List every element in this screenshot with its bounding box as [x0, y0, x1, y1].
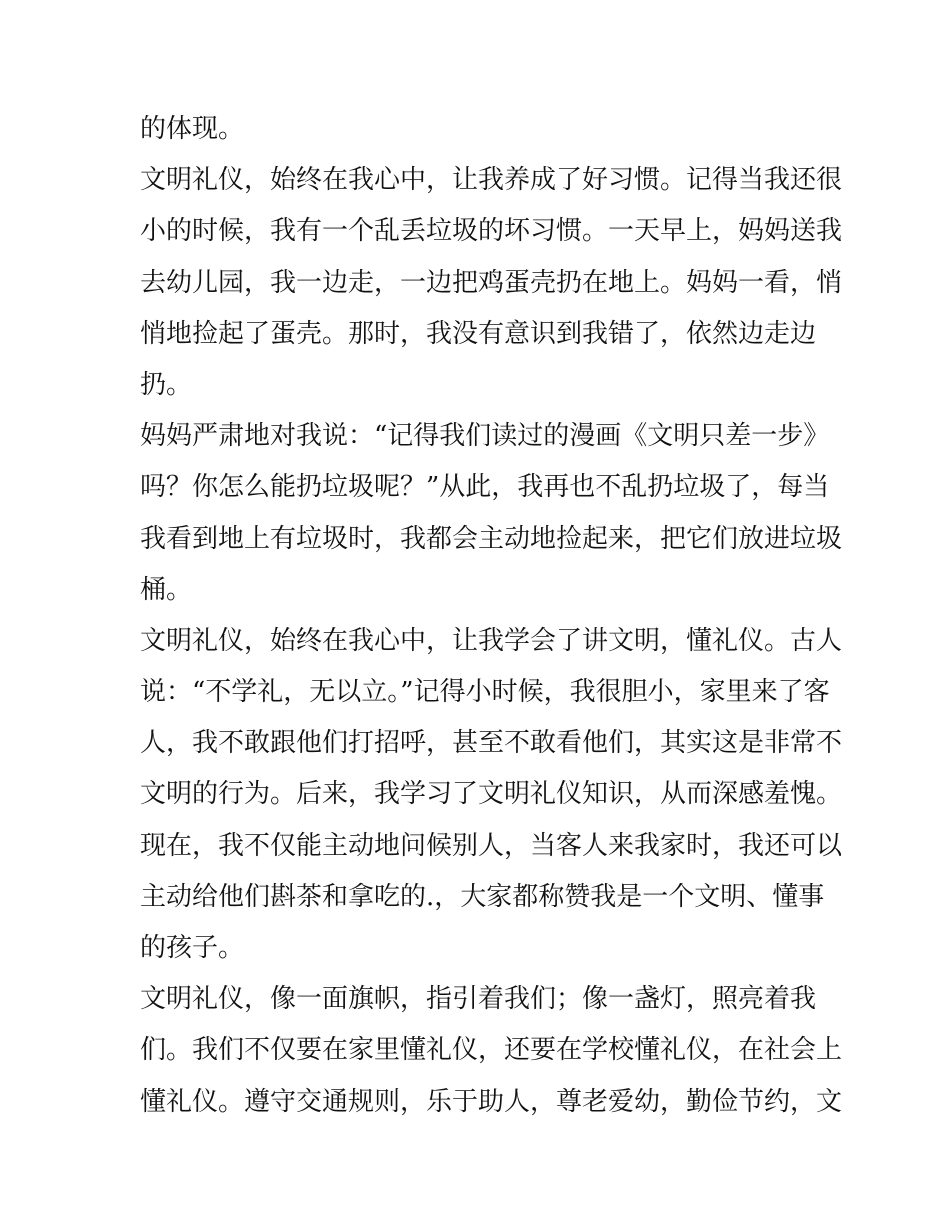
text-line-5: 悄地捡起了蛋壳。那时，我没有意识到我错了，依然边走边 — [140, 318, 817, 349]
document-body — [140, 104, 843, 1128]
text-line-3: 小的时候，我有一个乱丢垃圾的坏习惯。一天早上，妈妈送我 — [140, 216, 843, 247]
text-line-6: 扔。 — [140, 369, 193, 400]
text-line-15: 现在，我不仅能主动地问候别人，当客人来我家时，我还可以 — [140, 830, 843, 861]
text-line-11: 文明礼仪，始终在我心中，让我学会了讲文明，懂礼仪。古人 — [140, 625, 843, 656]
text-line-9: 我看到地上有垃圾时，我都会主动地捡起来，把它们放进垃圾 — [140, 523, 843, 554]
text-line-16: 主动给他们斟茶和拿吃的.，大家都称赞我是一个文明、懂事 — [140, 881, 825, 912]
text-line-18: 文明礼仪，像一面旗帜，指引着我们；像一盏灯，照亮着我 — [140, 984, 817, 1015]
text-line-2: 文明礼仪，始终在我心中，让我养成了好习惯。记得当我还很 — [140, 165, 843, 196]
text-line-1: 的体现。 — [140, 114, 245, 144]
text-line-17: 的孩子。 — [140, 933, 245, 963]
text-line-20: 懂礼仪。遵守交通规则，乐于助人，尊老爱幼，勤俭节约，文 — [140, 1086, 843, 1117]
text-line-7: 妈妈严肃地对我说：“记得我们读过的漫画《文明只差一步》 — [140, 421, 830, 452]
text-line-10: 桶。 — [140, 574, 193, 605]
text-line-13: 人，我不敢跟他们打招呼，甚至不敢看他们，其实这是非常不 — [140, 728, 843, 759]
text-line-8: 吗？你怎么能扔垃圾呢？”从此，我再也不乱扔垃圾了，每当 — [140, 472, 830, 503]
text-line-12: 说：“不学礼，无以立。”记得小时候，我很胆小，家里来了客 — [140, 677, 830, 708]
text-line-4: 去幼儿园，我一边走，一边把鸡蛋壳扔在地上。妈妈一看，悄 — [140, 267, 843, 298]
text-line-14: 文明的行为。后来，我学习了文明礼仪知识，从而深感羞愧。 — [140, 779, 843, 810]
text-line-19: 们。我们不仅要在家里懂礼仪，还要在学校懂礼仪，在社会上 — [140, 1035, 843, 1066]
